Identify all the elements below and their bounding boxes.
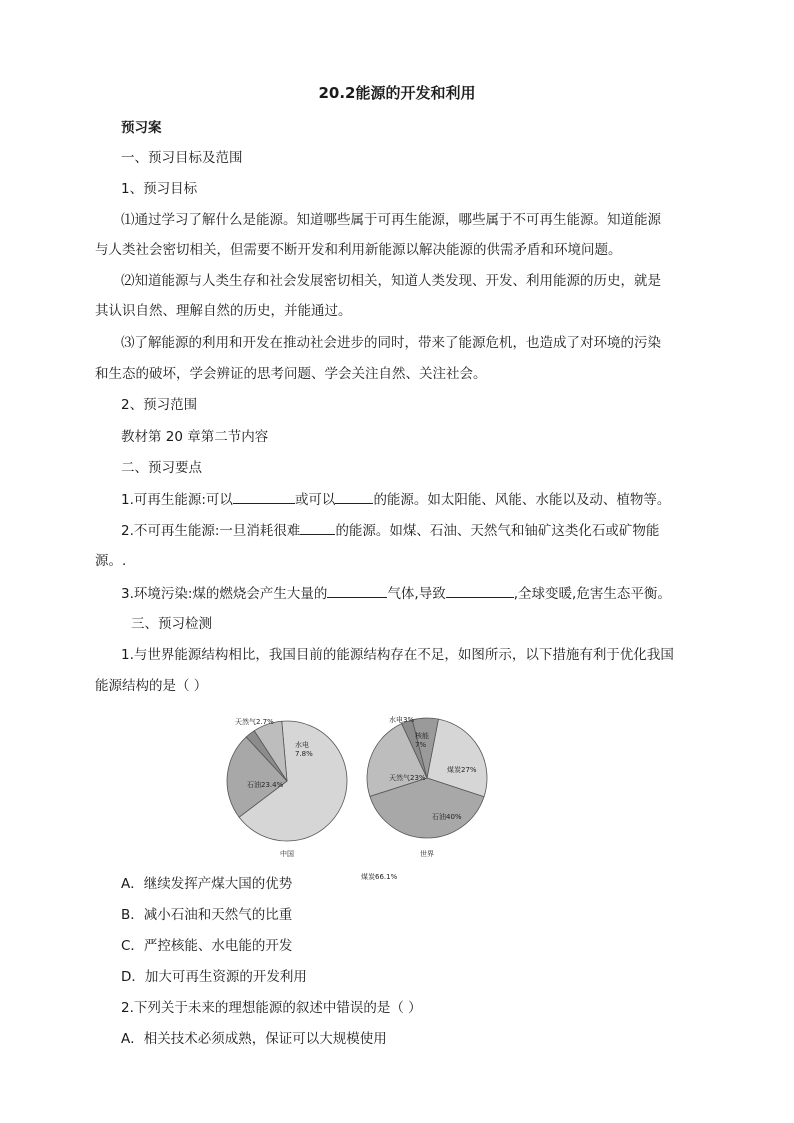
energy-structure-figure <box>222 706 502 881</box>
question-1-option-a[interactable]: A．继续发挥产煤大国的优势 <box>121 876 293 892</box>
pie-label-0-3: 水电 <box>295 741 309 749</box>
pie-label-0-0: 煤炭66.1% <box>361 873 398 881</box>
key-point-1 <box>121 489 701 510</box>
pie-label-1-2: 天然气23% <box>389 774 426 782</box>
fill-blank[interactable] <box>327 583 387 598</box>
heading-3: 三、预习检测 <box>131 616 212 632</box>
question-1-option-b[interactable]: B．减小石油和天然气的比重 <box>121 907 293 923</box>
key-point-3-a: 3.环境污染:煤的燃烧会产生大量的 <box>121 586 328 602</box>
pie-label-1-0: 煤炭27% <box>447 766 477 774</box>
key-point-3-b: 气体,导致 <box>387 586 446 602</box>
key-point-3 <box>121 583 701 604</box>
goal-2-line-1: ⑵知道能源与人类生存和社会发展密切相关，知道人类发现、开发、利用能源的历史，就是 <box>121 273 661 289</box>
goal-2-line-2: 其认识自然、理解自然的历史，并能通过。 <box>95 303 352 319</box>
fill-blank[interactable] <box>335 489 373 504</box>
question-2-option-a[interactable]: A．相关技术必须成熟，保证可以大规模使用 <box>121 1031 387 1047</box>
pie-label-1-3: 水电3% <box>389 716 415 724</box>
key-point-1-b: 或可以 <box>294 492 336 508</box>
key-point-2-line-2: 源。. <box>95 553 127 569</box>
section-label: 预习案 <box>121 120 162 136</box>
fill-blank[interactable] <box>233 489 295 504</box>
document-title: 20.2能源的开发和利用 <box>318 84 476 102</box>
fill-blank[interactable] <box>300 520 335 535</box>
heading-2: 二、预习要点 <box>121 460 202 476</box>
key-point-1-a: 1.可再生能源:可以 <box>121 492 233 508</box>
goal-3-line-1: ⑶了解能源的利用和开发在推动社会进步的同时，带来了能源危机，也造成了对环境的污染 <box>121 335 661 351</box>
goal-1-line-2: 与人类社会密切相关，但需要不断开发和利用新能源以解决能源的供需矛盾和环境问题。 <box>95 242 622 258</box>
question-1-option-d[interactable]: D．加大可再生资源的开发利用 <box>121 969 307 985</box>
key-point-2-b: 的能源。如煤、石油、天然气和铀矿这类化石或矿物能 <box>335 523 660 539</box>
pie-label-1-4: 7% <box>415 741 427 749</box>
pie-caption-0: 中国 <box>280 850 294 858</box>
pie-label-0-3: 7.8% <box>295 750 313 758</box>
goal-1-line-1: ⑴通过学习了解什么是能源。知道哪些属于可再生能源，哪些属于不可再生能源。知道能源 <box>121 212 661 228</box>
pie-label-1-1: 石油40% <box>432 813 462 821</box>
heading-1: 一、预习目标及范围 <box>121 150 243 166</box>
pie-caption-1: 世界 <box>420 850 434 858</box>
key-point-3-c: ,全球变暖,危害生态平衡。 <box>513 586 671 602</box>
scope-text: 教材第 20 章第二节内容 <box>121 429 269 445</box>
key-point-2 <box>121 520 701 541</box>
key-point-1-c: 的能源。如太阳能、风能、水能以及动、植物等。 <box>373 492 671 508</box>
goal-3-line-2: 和生态的破坏，学会辨证的思考问题、学会关注自然、关注社会。 <box>95 366 487 382</box>
key-point-2-a: 2.不可再生能源:一旦消耗很难 <box>121 523 301 539</box>
fill-blank[interactable] <box>446 583 514 598</box>
heading-1-1: 1、预习目标 <box>121 181 198 197</box>
heading-1-2: 2、预习范围 <box>121 397 198 413</box>
question-1-line-1: 1.与世界能源结构相比，我国目前的能源结构存在不足，如图所示，以下措施有利于优化我国 <box>121 647 674 663</box>
pie-label-0-1: 石油23.4% <box>247 781 284 789</box>
pie-label-0-2: 天然气2.7% <box>235 718 274 726</box>
question-2-line-1: 2.下列关于未来的理想能源的叙述中错误的是（ ） <box>121 1000 422 1016</box>
question-1-option-c[interactable]: C．严控核能、水电能的开发 <box>121 938 293 954</box>
question-1-line-2: 能源结构的是（ ） <box>95 678 208 694</box>
pie-label-1-4: 核能 <box>415 732 429 740</box>
pie-charts <box>222 706 502 881</box>
